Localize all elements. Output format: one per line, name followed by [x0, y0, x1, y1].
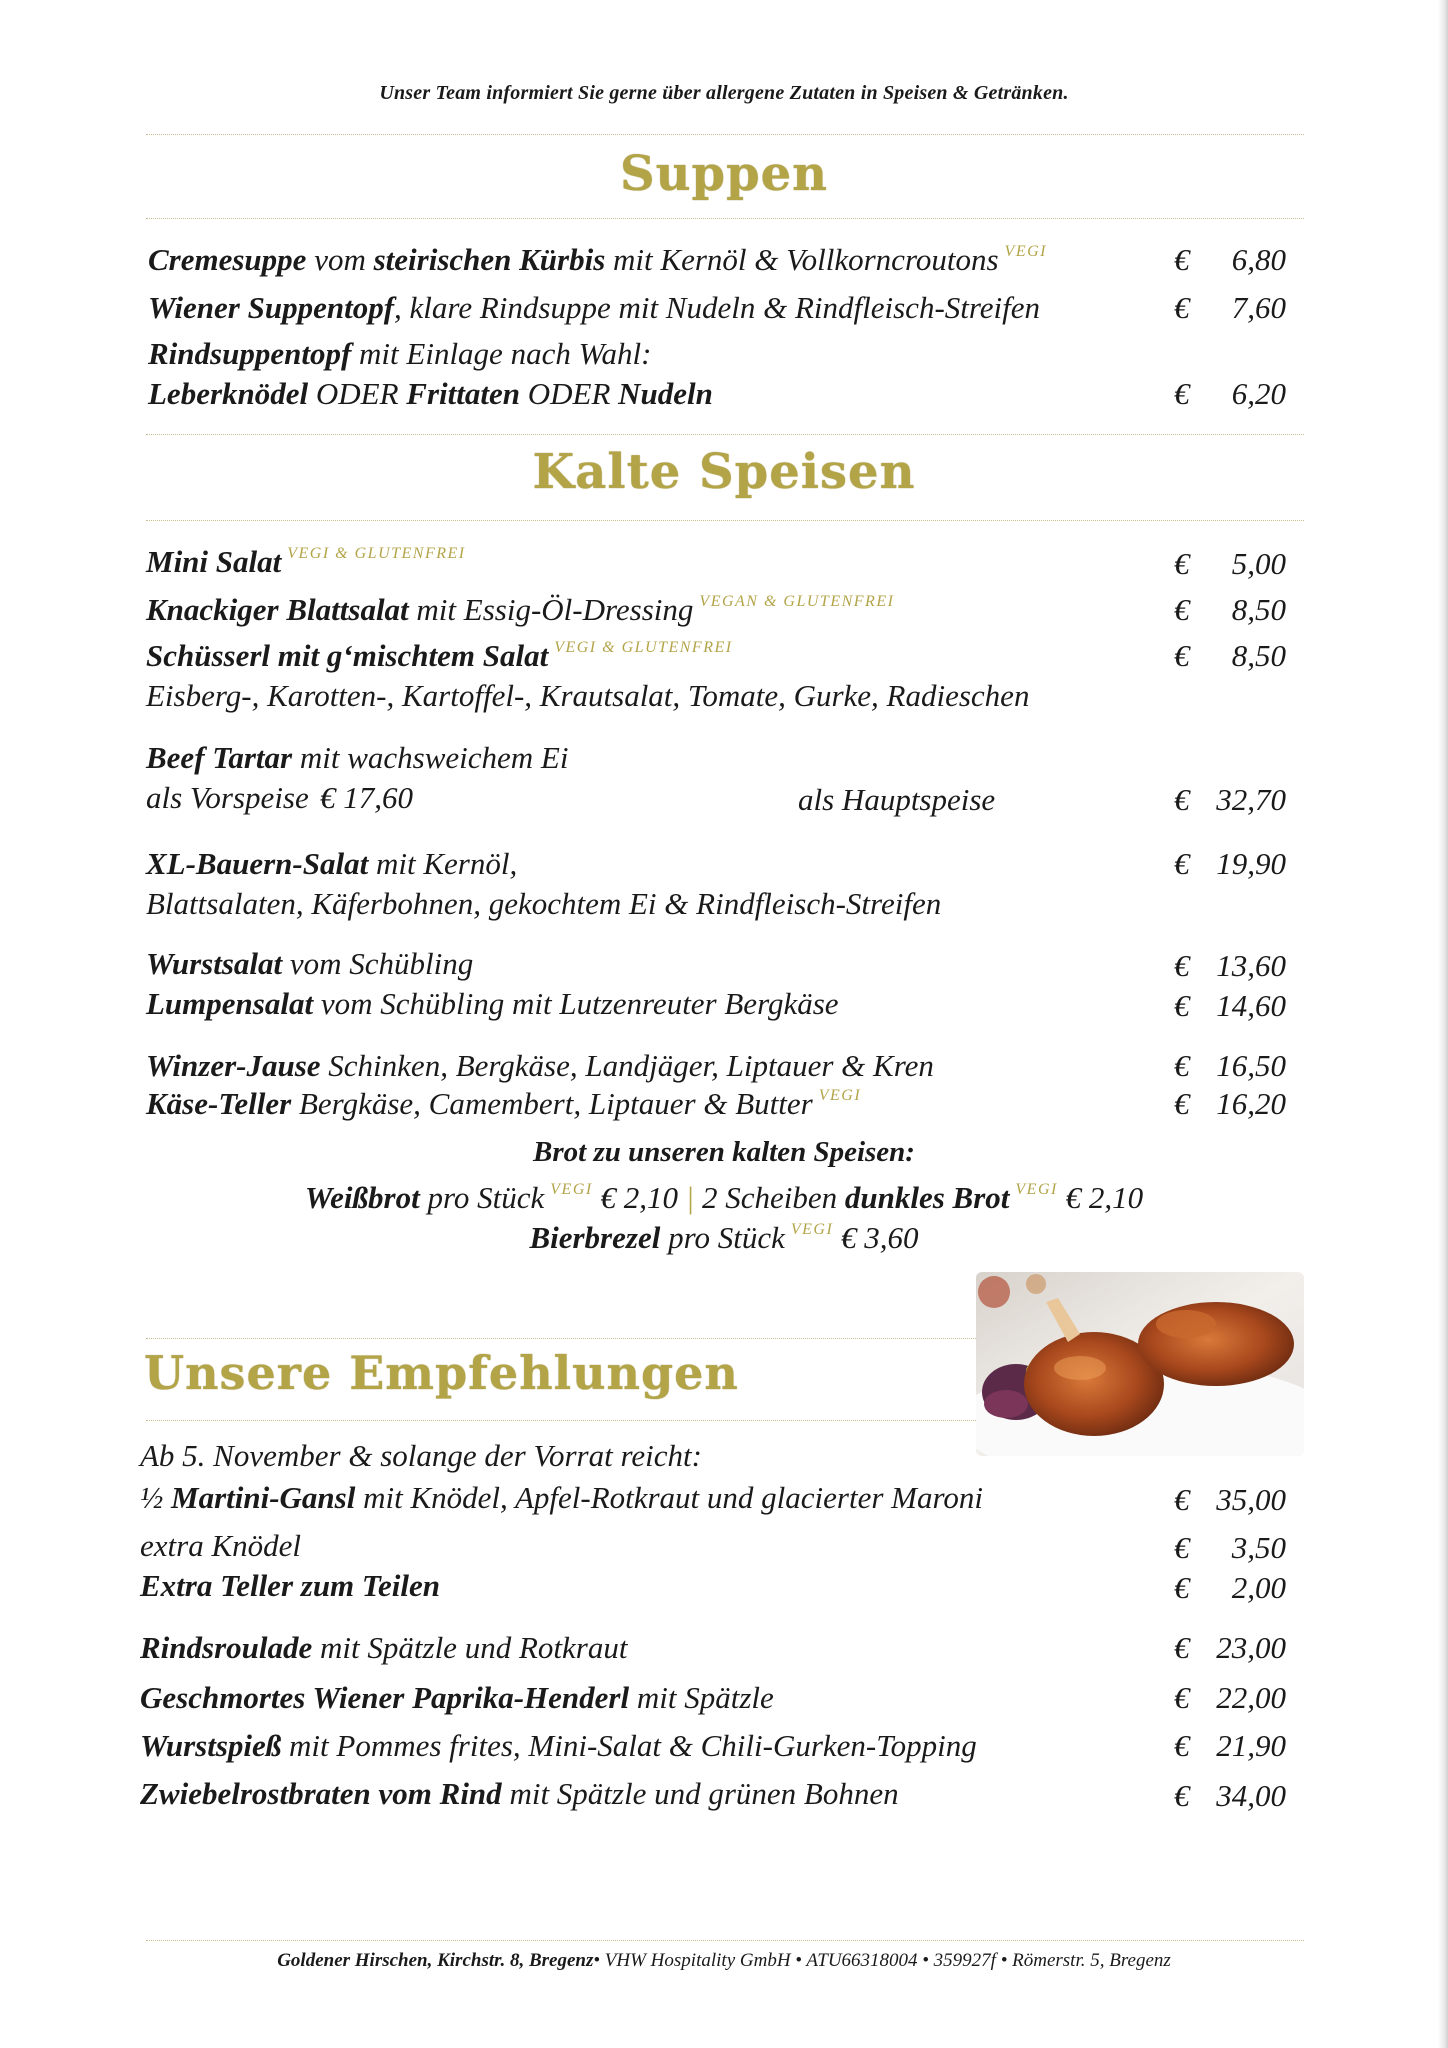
item-name: Cremesuppe	[148, 242, 307, 277]
price-value: 3,50	[1231, 1530, 1286, 1565]
price-value: 32,70	[1216, 782, 1286, 817]
menu-item	[146, 986, 839, 1022]
bread-name: Bierbrezel	[529, 1220, 661, 1255]
price-value: 8,50	[1231, 592, 1286, 627]
divider	[146, 134, 1304, 135]
diet-tag: VEGI	[790, 1221, 834, 1238]
diet-tag: VEGI & GLUTENFREI	[554, 639, 733, 656]
menu-item	[140, 1630, 627, 1666]
diet-tag: VEGAN & GLUTENFREI	[699, 593, 895, 610]
menu-item	[140, 1776, 899, 1812]
bread-price: € 2,10	[592, 1180, 686, 1215]
diet-tag: VEGI	[550, 1181, 593, 1198]
option-sep: ODER	[308, 376, 407, 411]
currency-sign: €	[1174, 1728, 1190, 1763]
bread-desc: pro Stück	[660, 1220, 785, 1255]
item-price	[1174, 638, 1288, 674]
item-name: Knackiger Blattsalat	[146, 592, 409, 627]
item-name: Extra Teller zum Teilen	[140, 1568, 440, 1603]
item-desc: vom Schübling	[282, 946, 474, 981]
item-name: Winzer-Jause	[146, 1048, 321, 1083]
item-price	[1174, 988, 1288, 1024]
bread-line	[0, 1220, 1448, 1256]
price-value: 5,00	[1231, 546, 1286, 581]
item-desc: mit Einlage nach Wahl:	[351, 336, 652, 371]
divider	[146, 434, 1304, 435]
menu-item	[148, 290, 1040, 326]
bread-desc: pro Stück	[419, 1180, 545, 1215]
item-name: Schüsserl mit g‘mischtem Salat	[146, 638, 549, 673]
item-name: XL-Bauern-Salat	[146, 846, 369, 881]
bread-name: Weißbrot	[304, 1180, 420, 1215]
diet-tag: VEGI & GLUTENFREI	[287, 545, 466, 562]
menu-item	[146, 1048, 934, 1084]
company-info: • VHW Hospitality GmbH • ATU66318004 • 359927f • Römerstr. 5, Bregenz	[593, 1950, 1171, 1971]
item-desc: mit Kernöl & Vollkorncroutons	[605, 242, 999, 277]
item-desc: Schinken, Bergkäse, Landjäger, Liptauer & Kren	[320, 1048, 934, 1083]
currency-sign: €	[1174, 638, 1190, 673]
item-price	[1174, 1482, 1288, 1518]
divider	[146, 218, 1304, 219]
item-price	[1174, 1630, 1288, 1666]
item-name: Geschmortes Wiener Paprika-Henderl	[140, 1680, 630, 1715]
bread-heading: Brot zu unseren kalten Speisen:	[533, 1136, 915, 1168]
page-edge-shadow	[1438, 0, 1448, 2048]
currency-sign: €	[1174, 948, 1190, 983]
item-price	[1174, 1680, 1288, 1716]
currency-sign: €	[1174, 376, 1190, 411]
divider	[146, 520, 1304, 521]
currency-sign: €	[1174, 988, 1190, 1023]
item-price	[1174, 546, 1288, 582]
menu-item	[140, 1480, 983, 1516]
item-name: Beef Tartar	[146, 740, 293, 775]
currency-sign: €	[1174, 1048, 1190, 1083]
price-value: 6,20	[1231, 376, 1286, 411]
item-name: Käse-Teller	[146, 1086, 292, 1121]
separator: |	[685, 1180, 695, 1215]
portion: ½	[140, 1480, 171, 1515]
price-value: 6,80	[1231, 242, 1286, 277]
item-price	[1174, 1570, 1288, 1606]
section-title-kalte-speisen: Kalte Speisen	[532, 444, 916, 500]
item-name: Mini Salat	[146, 544, 282, 579]
item-desc: Eisberg-, Karotten-, Kartoffel-, Krautsalat, Tomate, Gurke, Radieschen	[146, 678, 1030, 713]
menu-item	[146, 544, 466, 580]
item-desc: , klare Rindsuppe mit Nudeln & Rindfleisch-Streifen	[394, 290, 1041, 325]
price-value: 14,60	[1216, 988, 1286, 1023]
item-desc: mit Pommes frites, Mini-Salat & Chili-Gurken-Topping	[281, 1728, 977, 1763]
item-price	[1174, 290, 1288, 326]
item-name-part: steirischen Kürbis	[373, 242, 606, 277]
item-desc: mit Spätzle und grünen Bohnen	[501, 1776, 899, 1811]
currency-sign: €	[1174, 1570, 1190, 1605]
item-name: Rindsroulade	[140, 1630, 313, 1665]
price-value: 7,60	[1231, 290, 1286, 325]
item-name: Wurstsalat	[146, 946, 283, 981]
currency-sign: €	[1174, 1778, 1190, 1813]
menu-item	[140, 1728, 977, 1764]
item-name: Martini-Gansl	[171, 1480, 356, 1515]
section-title-empfehlungen: Unsere Empfehlungen	[144, 1346, 739, 1400]
price-value: 2,00	[1231, 1570, 1286, 1605]
bread-price: € 2,10	[1057, 1180, 1144, 1215]
season-note: Ab 5. November & solange der Vorrat reicht:	[140, 1438, 702, 1473]
currency-sign: €	[1174, 1680, 1190, 1715]
currency-sign: €	[1174, 546, 1190, 581]
item-name: Wurstspieß	[140, 1728, 282, 1763]
divider	[146, 1420, 976, 1421]
item-price	[1174, 1048, 1288, 1084]
item-price	[1174, 1728, 1288, 1764]
option-2: Frittaten	[406, 376, 520, 411]
currency-sign: €	[1174, 242, 1190, 277]
currency-sign: €	[1174, 1086, 1190, 1121]
item-desc: mit Spätzle und Rotkraut	[312, 1630, 628, 1665]
item-name: Rindsuppentopf	[148, 336, 352, 371]
item-desc: mit Spätzle	[629, 1680, 774, 1715]
item-price	[1174, 242, 1288, 278]
diet-tag: VEGI	[1015, 1181, 1058, 1198]
allergen-notice: Unser Team informiert Sie gerne über allergene Zutaten in Speisen & Getränken.	[379, 82, 1069, 104]
bread-name: dunkles Brot	[844, 1180, 1010, 1215]
menu-item	[148, 336, 652, 372]
menu-item	[146, 1086, 861, 1122]
price-value: 16,20	[1216, 1086, 1286, 1121]
restaurant-address: Goldener Hirschen, Kirchstr. 8, Bregenz	[277, 1950, 594, 1971]
diet-tag: VEGI	[818, 1087, 862, 1104]
price-value: 8,50	[1231, 638, 1286, 673]
item-desc: Blattsalaten, Käferbohnen, gekochtem Ei & Rindfleisch-Streifen	[146, 886, 942, 921]
footer-divider	[146, 1940, 1304, 1941]
item-desc: Bergkäse, Camembert, Liptauer & Butter	[291, 1086, 813, 1121]
item-desc: mit Knödel, Apfel-Rotkraut und glacierter Maroni	[355, 1480, 984, 1515]
menu-item	[146, 638, 733, 674]
item-desc: mit wachsweichem Ei	[292, 740, 569, 775]
bread-line	[0, 1180, 1448, 1216]
currency-sign: €	[1174, 290, 1190, 325]
item-desc: mit Essig-Öl-Dressing	[408, 592, 694, 627]
item-name: Lumpensalat	[146, 986, 314, 1021]
currency-sign: €	[1174, 592, 1190, 627]
currency-sign: €	[1174, 1530, 1190, 1565]
item-desc: vom Schübling mit Lutzenreuter Bergkäse	[313, 986, 839, 1021]
item-name: Zwiebelrostbraten vom Rind	[140, 1776, 502, 1811]
starter-label: als Vorspeise	[146, 780, 309, 815]
option-3: Nudeln	[618, 376, 713, 411]
menu-item-options	[148, 376, 713, 412]
currency-sign: €	[1174, 1482, 1190, 1517]
footer-address	[0, 1950, 1448, 1972]
item-price	[1174, 592, 1288, 628]
item-price	[1174, 782, 1288, 818]
currency-sign: €	[1174, 846, 1190, 881]
item-price	[1174, 1086, 1288, 1122]
item-desc: vom	[306, 242, 374, 277]
divider	[146, 1338, 976, 1339]
item-price	[1174, 846, 1288, 882]
price-value: 34,00	[1216, 1778, 1286, 1813]
menu-item	[146, 740, 568, 776]
option-sep: ODER	[520, 376, 619, 411]
price-value: 35,00	[1216, 1482, 1286, 1517]
diet-tag: VEGI	[1004, 243, 1047, 260]
roast-goose-photo	[976, 1272, 1304, 1456]
bread-price: € 3,60	[833, 1220, 919, 1255]
item-name: Wiener Suppentopf	[148, 290, 395, 325]
item-price	[1174, 376, 1288, 412]
main-label: als Hauptspeise	[798, 782, 996, 817]
menu-item	[146, 592, 894, 628]
menu-item	[140, 1568, 440, 1604]
price-value: 23,00	[1216, 1630, 1286, 1665]
item-price	[1174, 1778, 1288, 1814]
option-1: Leberknödel	[148, 376, 309, 411]
price-value: 19,90	[1216, 846, 1286, 881]
menu-item	[146, 946, 473, 982]
price-value: 21,90	[1216, 1728, 1286, 1763]
roast-goose-illustration	[976, 1272, 1304, 1456]
price-value: 22,00	[1216, 1680, 1286, 1715]
item-price	[1174, 1530, 1288, 1566]
menu-item: extra Knödel	[140, 1528, 301, 1563]
currency-sign: €	[1174, 782, 1190, 817]
item-price	[1174, 948, 1288, 984]
section-title-suppen: Suppen	[619, 146, 829, 202]
bread-desc: 2 Scheiben	[694, 1180, 845, 1215]
currency-sign: €	[1174, 1630, 1190, 1665]
price-value: 13,60	[1216, 948, 1286, 983]
starter-price: € 17,60	[320, 780, 413, 815]
menu-item	[140, 1680, 774, 1716]
item-desc: mit Kernöl,	[368, 846, 518, 881]
menu-item	[146, 846, 517, 882]
price-value: 16,50	[1216, 1048, 1286, 1083]
menu-item	[148, 242, 1047, 278]
